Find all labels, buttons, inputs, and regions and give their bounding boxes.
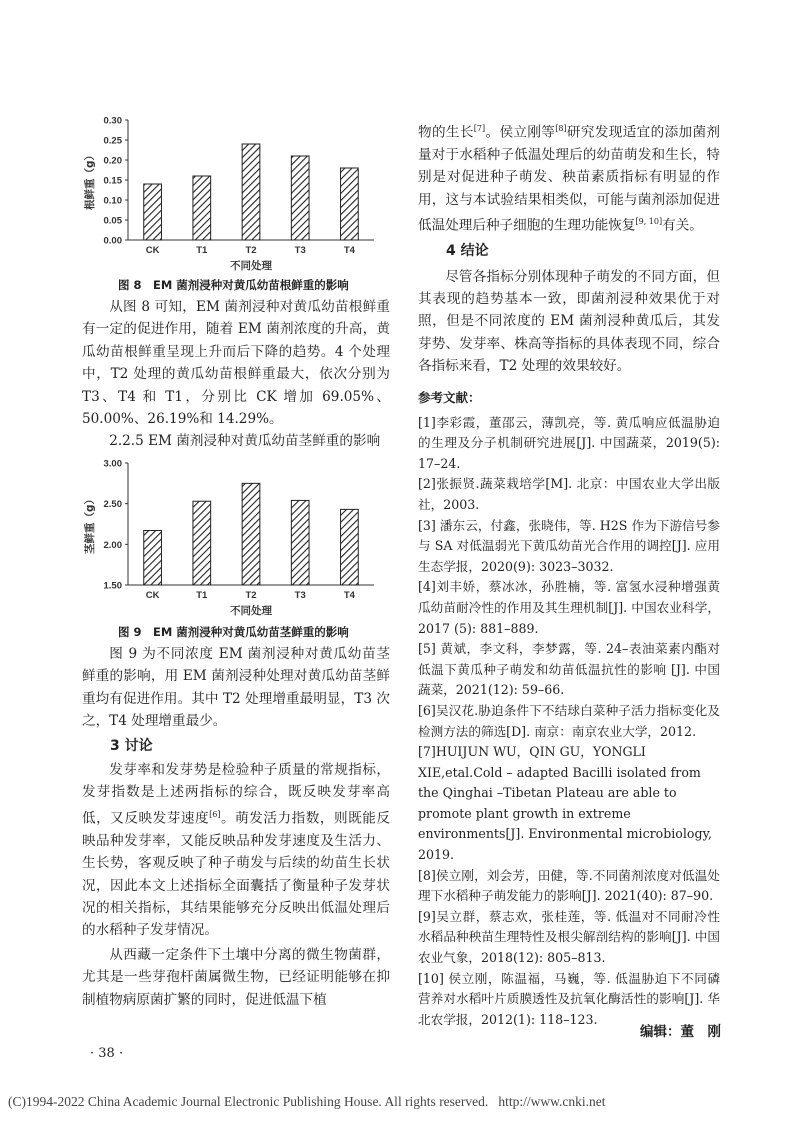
- figure-9-svg: [82, 455, 382, 625]
- fig9-x-tick-label: T3: [294, 590, 306, 601]
- fig8-bar: [341, 168, 359, 240]
- fig8-y-tick-label: 0.05: [103, 215, 122, 227]
- reference-item: [4]刘丰娇，蔡冰冰，孙胜楠，等. 富氢水浸种增强黄瓜幼苗耐冷性的作用及其生理机制[J]. 中国农业科学，2017 (5): 881–889.: [418, 579, 720, 636]
- citation-8: [8]: [555, 124, 567, 133]
- continued-text-c: 研究发现适宜的添加菌剂量对于水稻种子低温处理后的幼苗萌发和生长，特别是对促进种子萌发、秧苗素质指标有明显的作用，这与本试验结果相类似，可能与菌剂添加促进低温处理后种子细胞的生理功能恢复: [418, 124, 721, 234]
- paragraph-fig9-analysis: 图 9 为不同浓度 EM 菌剂浸种对黄瓜幼苗茎鲜重的影响，用 EM 菌剂浸种处理对黄瓜幼苗茎鲜重均有促进作用。其中 T2 处理增重最明显，T3 次之，T4 处理增重最少。: [82, 646, 390, 730]
- citation-9-10: [9, 10]: [635, 217, 663, 227]
- fig9-x-tick-label: T1: [196, 590, 208, 601]
- left-column-bottom: [82, 643, 390, 1011]
- fig9-y-tick-label: 3.00: [103, 458, 122, 470]
- fig8-bar: [193, 176, 211, 240]
- fig8-x-tick-label: T4: [343, 245, 355, 256]
- discussion-1-text-a: 发芽率和发芽势是检验种子质量的常规指标，发芽指数是上述两指标的综合，既反映发芽率高低，又反映发芽速度: [82, 762, 390, 827]
- fig9-x-tick-label: T2: [245, 590, 257, 601]
- fig9-y-tick-label: 2.50: [103, 499, 122, 511]
- fig8-x-tick-label: T1: [196, 245, 208, 256]
- reference-item: [1]李彩霞，董邵云，薄凯亮，等. 黄瓜响应低温胁迫的生理及分子机制研究进展[J]. 中国蔬菜，2019(5): 17–24.: [418, 414, 720, 471]
- fig8-x-tick-label: T2: [245, 245, 257, 256]
- fig8-y-tick-label: 0.00: [103, 235, 122, 247]
- fig9-bar: [341, 509, 359, 585]
- paragraph-conclusion: 尽管各指标分别体现种子萌发的不同方面，但其表现的趋势基本一致，即菌剂浸种效果优于对照，但是不同浓度的 EM 菌剂浸种黄瓜后，其发芽势、发芽率、株高等指标的具体表现不同，综合各指标来看，T2 处理的效果较好。: [418, 268, 720, 375]
- section-heading-conclusion: 4 结论: [446, 243, 489, 260]
- continued-text-b: 。侯立刚等: [485, 124, 556, 141]
- editor-credit: 编辑：董 刚: [640, 1024, 721, 1040]
- fig9-y-tick-label: 2.00: [103, 539, 122, 551]
- citation-6: [6]: [209, 809, 221, 819]
- fig9-y-axis-label: 茎鲜重（g）: [84, 493, 96, 555]
- right-column: [418, 118, 720, 378]
- reference-item: [3] 潘东云，付鑫，张晓伟，等. H2S 作为下游信号参与 SA 对低温弱光下黄瓜幼苗光合作用的调控[J]. 应用生态学报，2020(9): 3023–3032.: [418, 517, 720, 574]
- fig9-y-tick-label: 1.50: [103, 580, 122, 592]
- figure-9-chart: [82, 455, 382, 625]
- fig8-x-axis-label: 不同处理: [230, 260, 272, 272]
- reference-item: [6]吴汉花.胁迫条件下不结球白菜种子活力指标变化及检测方法的筛选[D]. 南京：南京农业大学，2012.: [418, 702, 720, 739]
- fig8-y-tick-label: 0.20: [103, 155, 122, 167]
- fig9-x-tick-label: T4: [343, 590, 355, 601]
- fig9-bar: [291, 500, 309, 585]
- fig8-y-tick-label: 0.25: [103, 135, 122, 147]
- references: [418, 388, 720, 1030]
- reference-item: [5] 黄斌，李文科，李梦露，等. 24–表油菜素内酯对低温下黄瓜种子萌发和幼苗低温抗性的影响 [J]. 中国蔬菜，2021(12): 59–66.: [418, 641, 720, 698]
- fig8-y-tick-label: 0.30: [103, 115, 122, 127]
- fig9-bar: [193, 501, 211, 585]
- figure-9-caption: 图 9 EM 菌剂浸种对黄瓜幼苗茎鲜重的影响: [118, 625, 349, 639]
- fig8-y-tick-label: 0.15: [103, 175, 122, 187]
- reference-item: [2]张振贤.蔬菜栽培学[M]. 北京：中国农业大学出版社，2003.: [418, 476, 720, 512]
- fig9-bar: [144, 531, 162, 585]
- fig8-bar: [291, 156, 309, 240]
- fig9-x-tick-label: CK: [145, 590, 160, 601]
- figure-8-chart: [82, 112, 382, 280]
- paragraph-discussion-continued: [418, 118, 720, 237]
- copyright-footer: (C)1994-2022 China Academic Journal Electronic Publishing House. All rights reserved. http://www.cnki.net: [8, 1094, 606, 1109]
- fig8-y-tick-label: 0.10: [103, 195, 122, 207]
- paragraph-discussion-2: 从西藏一定条件下土壤中分离的微生物菌群，尤其是一些芽孢杆菌属微生物，已经证明能够在抑制植物病原菌扩繁的同时，促进低温下植: [82, 946, 390, 1008]
- paragraph-discussion-1: [82, 759, 390, 942]
- discussion-1-text-b: 。萌发活力指数，则既能反映品种发芽率，又能反映品种发芽速度及生活力、生长势，客观反映了种子萌发与后续的幼苗生长状况，因此本文上述指标全面囊括了衡量种子发芽状况的相关指标，其结果能够充分反映出低温处理后的水稻种子发芽情况。: [82, 810, 391, 939]
- subsection-heading-2-2-5: 2.2.5 EM 菌剂浸种对黄瓜幼苗茎鲜重的影响: [109, 433, 381, 450]
- fig9-bar: [242, 483, 260, 585]
- page-number: · 38 ·: [90, 1046, 124, 1061]
- reference-item: [7]HUIJUN WU，QIN GU，YONGLI XIE,etal.Cold – adapted Bacilli isolated from the Qinghai –Tibetan Plateau are able to promote plant growth in extreme environments[J]. Environmental microbiology, 2019.: [418, 744, 713, 863]
- citation-7: [7]: [473, 124, 486, 133]
- figure-8-caption: 图 8 EM 菌剂浸种对黄瓜幼苗根鲜重的影响: [118, 278, 349, 292]
- fig8-bar: [242, 144, 260, 240]
- fig8-x-tick-label: T3: [294, 245, 306, 256]
- figure-8-svg: [82, 112, 382, 280]
- fig9-x-axis-label: 不同处理: [230, 605, 272, 617]
- reference-item: [8]侯立刚，刘会芳，田健，等.不同菌剂浓度对低温处理下水稻种子萌发能力的影响[J]. 2021(40): 87–90.: [418, 867, 720, 904]
- continued-text-d: 有关。: [662, 217, 703, 234]
- reference-item: [10] 侯立刚，陈温福，马巍，等. 低温胁迫下不同磷营养对水稻叶片质膜透性及抗氧化酶活性的影响[J]. 华北农学报，2012(1): 118–123.: [418, 970, 720, 1027]
- paragraph-fig8-analysis: 从图 8 可知，EM 菌剂浸种对黄瓜幼苗根鲜重有一定的促进作用，随着 EM 菌剂浓度的升高，黄瓜幼苗根鲜重呈现上升而后下降的趋势。4 个处理中，T2 处理的黄瓜幼苗根鲜重最大，依次分别为 T3、T4 和 T1，分别比 CK 增加 69.05%、50.00%、26.19%和 14.29%。: [82, 299, 390, 428]
- fig8-x-tick-label: CK: [145, 245, 160, 256]
- fig8-y-axis-label: 根鲜重（g）: [84, 149, 96, 211]
- continued-text-a: 物的生长: [418, 124, 474, 141]
- references-title: 参考文献：: [418, 390, 481, 405]
- section-heading-discussion: 3 讨论: [110, 737, 153, 754]
- fig8-bar: [144, 184, 162, 240]
- left-column-top: [82, 296, 390, 453]
- reference-item: [9]吴立群，蔡志欢，张桂莲，等. 低温对不同耐冷性水稻品种秧苗生理特性及根尖解剖结构的影响[J]. 中国农业气象，2018(12): 805–813.: [418, 908, 720, 966]
